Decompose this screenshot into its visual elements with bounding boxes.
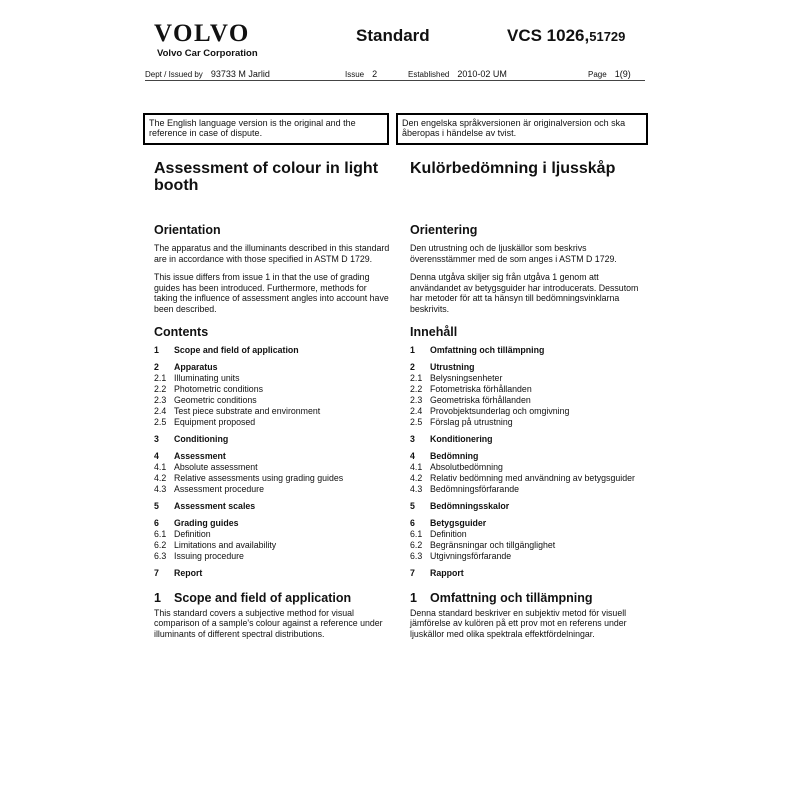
toc-entry-number: 2.4: [410, 405, 423, 416]
toc-entry-number: 4: [410, 450, 415, 461]
toc-entry-label: Utgivningsförfarande: [430, 550, 512, 561]
toc-entry: [154, 373, 390, 384]
toc-entry-label: Assessment scales: [174, 500, 256, 511]
corporation-name: Volvo Car Corporation: [157, 48, 258, 59]
toc-entry-number: 6.1: [154, 528, 167, 539]
notice-swedish: Den engelska språkversionen är originalversion och ska åberopas i händelse av tvist.: [396, 113, 648, 145]
toc-entry-number: 1: [154, 344, 159, 355]
orientation-paragraph: The apparatus and the illuminants described in this standard are in accordance with those specified in ASTM D 1729.: [154, 243, 390, 264]
orientation-paragraph: Den utrustning och de ljuskällor som beskrivs överensstämmer med de som anges i ASTM D 1729.: [410, 243, 617, 264]
toc-entry: [410, 406, 646, 417]
toc-entry: [154, 462, 390, 473]
toc-entry-label: Absolute assessment: [174, 461, 258, 472]
volvo-logo: VOLVO: [154, 20, 250, 47]
toc-entry: [154, 540, 390, 551]
page-title: Kulörbedömning i ljusskåp: [410, 160, 616, 177]
section-number: 1: [154, 590, 161, 605]
toc-entry: [154, 551, 390, 562]
toc-entry-label: Definition: [430, 528, 467, 539]
page-label: Page: [588, 70, 607, 79]
toc-entry: [154, 362, 390, 373]
swedish-column: [410, 160, 646, 639]
toc-entry-label: Limitations and availability: [174, 539, 277, 550]
toc-entry-number: 4.2: [410, 472, 423, 483]
toc-entry-number: 2: [410, 361, 415, 372]
orientation-heading: Orientation: [154, 223, 221, 237]
toc-entry-label: Assessment: [174, 450, 226, 461]
dept-issued-by: [145, 69, 270, 79]
toc-entry-number: 4.3: [410, 483, 423, 494]
toc-entry-label: Apparatus: [174, 361, 218, 372]
toc-entry: [154, 417, 390, 428]
document-type: Standard: [356, 26, 430, 45]
toc-entry-label: Omfattning och tillämpning: [430, 344, 545, 355]
toc-entry: [410, 551, 646, 562]
toc-entry-label: Illuminating units: [174, 372, 240, 383]
toc-entry: [154, 434, 390, 445]
toc-entry-label: Grading guides: [174, 517, 239, 528]
toc-entry: [410, 434, 646, 445]
toc-entry: [410, 501, 646, 512]
toc-entry: [154, 501, 390, 512]
toc-entry-number: 6.1: [410, 528, 423, 539]
toc-entry: [154, 345, 390, 356]
orientation-heading: Orientering: [410, 223, 478, 237]
toc-entry-number: 4.1: [154, 461, 167, 472]
toc-entry: [410, 395, 646, 406]
issue: [345, 69, 377, 79]
toc-entry: [410, 373, 646, 384]
toc-entry-number: 1: [410, 344, 415, 355]
toc-entry: [154, 568, 390, 579]
section-heading: [410, 591, 646, 605]
toc-entry-number: 6: [410, 517, 415, 528]
issue-label: Issue: [345, 70, 365, 79]
toc-entry: [154, 384, 390, 395]
toc-entry-label: Relativ bedömning med användning av betygsguider: [430, 472, 635, 483]
toc-entry-number: 6.3: [410, 550, 423, 561]
header-divider: [145, 80, 645, 81]
toc-entry-label: Fotometriska förhållanden: [430, 383, 532, 394]
toc-entry-label: Conditioning: [174, 433, 229, 444]
toc-entry-label: Geometric conditions: [174, 394, 257, 405]
toc-entry-number: 2.1: [154, 372, 167, 383]
toc-entry-number: 2.2: [154, 383, 167, 394]
toc-entry-number: 2.1: [410, 372, 423, 383]
toc-entry-number: 6: [154, 517, 159, 528]
toc-entry-number: 2.3: [410, 394, 423, 405]
toc-entry-label: Photometric conditions: [174, 383, 263, 394]
toc-entry-number: 4: [154, 450, 159, 461]
contents-heading: Contents: [154, 324, 209, 339]
toc-entry-number: 3: [410, 433, 415, 444]
toc-entry-number: 5: [410, 500, 415, 511]
document-number-sub: 51729: [589, 29, 626, 44]
toc-entry-number: 2: [154, 361, 159, 372]
toc-entry-label: Bedömningsskalor: [430, 500, 510, 511]
toc-entry-number: 2.3: [154, 394, 167, 405]
table-of-contents: [410, 345, 646, 579]
toc-entry-label: Test piece substrate and environment: [174, 405, 321, 416]
contents-heading: Innehåll: [410, 324, 458, 339]
toc-entry-label: Provobjektsunderlag och omgivning: [430, 405, 570, 416]
page-number: [588, 69, 631, 79]
toc-entry-number: 6.2: [410, 539, 423, 550]
notice-english: The English language version is the original and the reference in case of dispute.: [143, 113, 389, 145]
toc-entry-label: Begränsningar och tillgänglighet: [430, 539, 556, 550]
toc-entry-label: Scope and field of application: [174, 344, 299, 355]
toc-entry: [410, 384, 646, 395]
toc-entry-number: 2.4: [154, 405, 167, 416]
toc-entry-label: Utrustning: [430, 361, 475, 372]
dept-label: Dept / Issued by: [145, 70, 203, 79]
page-title: Assessment of colour in light booth: [154, 160, 379, 194]
toc-entry-number: 4.3: [154, 483, 167, 494]
established-label: Established: [408, 70, 450, 79]
section-paragraph: Denna standard beskriver en subjektiv metod för visuell jämförelse av kulören på ett prov mot en referens under ljuskällor med olika spektrala effektfördelningar.: [410, 607, 627, 639]
toc-entry-number: 4.1: [410, 461, 423, 472]
toc-entry: [410, 362, 646, 373]
toc-entry-label: Bedömningsförfarande: [430, 483, 520, 494]
toc-entry-number: 7: [410, 567, 415, 578]
toc-entry: [154, 484, 390, 495]
toc-entry: [154, 395, 390, 406]
issue-value: 2: [372, 69, 378, 79]
toc-entry: [410, 568, 646, 579]
established: [408, 69, 507, 79]
section-title: Scope and field of application: [174, 590, 352, 605]
toc-entry: [154, 529, 390, 540]
toc-entry-label: Definition: [174, 528, 211, 539]
toc-entry: [154, 518, 390, 529]
toc-entry: [410, 345, 646, 356]
toc-entry-label: Förslag på utrustning: [430, 416, 513, 427]
toc-entry: [410, 473, 646, 484]
toc-entry-number: 6.3: [154, 550, 167, 561]
toc-entry: [410, 529, 646, 540]
toc-entry: [410, 451, 646, 462]
toc-entry-number: 2.2: [410, 383, 423, 394]
toc-entry-number: 6.2: [154, 539, 167, 550]
toc-entry-number: 3: [154, 433, 159, 444]
table-of-contents: [154, 345, 390, 579]
toc-entry: [154, 451, 390, 462]
toc-entry: [154, 406, 390, 417]
english-column: [154, 160, 390, 639]
toc-entry-number: 4.2: [154, 472, 167, 483]
toc-entry: [410, 484, 646, 495]
orientation-paragraph: This issue differs from issue 1 in that the use of grading guides has been introduced. Furthermore, methods for taking the influence of assessment angles into account have been described.: [154, 272, 389, 314]
toc-entry-label: Absolutbedömning: [430, 461, 503, 472]
toc-entry-label: Geometriska förhållanden: [430, 394, 531, 405]
toc-entry-label: Betygsguider: [430, 517, 487, 528]
toc-entry-label: Konditionering: [430, 433, 493, 444]
toc-entry-label: Issuing procedure: [174, 550, 244, 561]
toc-entry-label: Belysningsenheter: [430, 372, 503, 383]
toc-entry-label: Relative assessments using grading guides: [174, 472, 344, 483]
section-title: Omfattning och tillämpning: [430, 590, 593, 605]
section-heading: [154, 591, 390, 605]
toc-entry-label: Bedömning: [430, 450, 479, 461]
dept-value: 93733 M Jarlid: [210, 69, 270, 79]
toc-entry: [154, 473, 390, 484]
toc-entry-number: 7: [154, 567, 159, 578]
section-paragraph: This standard covers a subjective method for visual comparison of a sample's colour against a reference under illuminants of different spectral distributions.: [154, 607, 383, 639]
toc-entry-label: Rapport: [430, 567, 464, 578]
toc-entry-label: Report: [174, 567, 203, 578]
toc-entry: [410, 518, 646, 529]
toc-entry-number: 2.5: [410, 416, 423, 427]
page-value: 1(9): [614, 69, 631, 79]
toc-entry: [410, 417, 646, 428]
toc-entry: [410, 462, 646, 473]
toc-entry-label: Assessment procedure: [174, 483, 264, 494]
document-number-main: VCS 1026,: [507, 26, 590, 45]
established-value: 2010-02 UM: [457, 69, 507, 79]
orientation-paragraph: Denna utgåva skiljer sig från utgåva 1 genom att användandet av betygsguider har introducerats. Dessutom har metoder för att ta hänsyn till bedömningsvinklarna beskrivits.: [410, 272, 639, 314]
toc-entry-label: Equipment proposed: [174, 416, 256, 427]
section-number: 1: [410, 590, 417, 605]
toc-entry: [410, 540, 646, 551]
toc-entry-number: 5: [154, 500, 159, 511]
toc-entry-number: 2.5: [154, 416, 167, 427]
document-number: [507, 26, 625, 46]
